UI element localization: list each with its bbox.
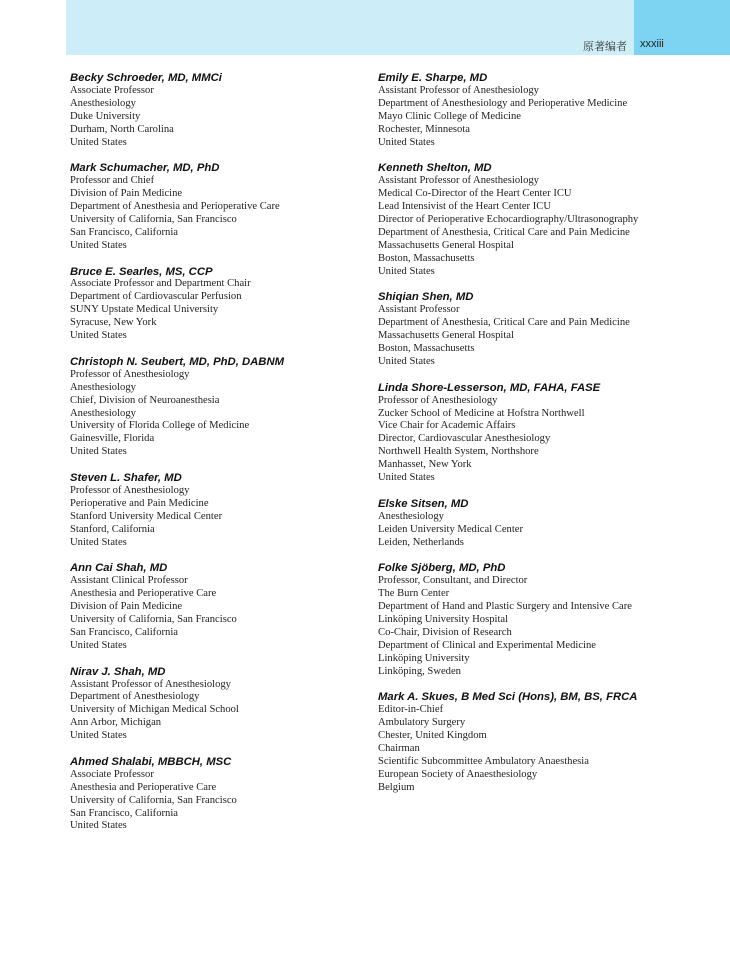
affiliation-line: Director of Perioperative Echocardiography/Ultrasonography (378, 213, 639, 225)
contributor-entry (378, 498, 718, 550)
affiliation-line: Linköping University Hospital (378, 613, 509, 625)
affiliation-line: Northwell Health System, Northshore (378, 446, 539, 458)
affiliation-line: United States (70, 536, 127, 548)
contributor-entry (378, 562, 718, 678)
affiliation-line: Anesthesiology (70, 97, 136, 109)
affiliation-line: Associate Professor and Department Chair (70, 278, 251, 290)
contributor-name: Christoph N. Seubert, MD, PhD, DABNM (70, 355, 285, 368)
contributor-entry (378, 382, 718, 485)
affiliation-line: European Society of Anaesthesiology (378, 768, 538, 780)
affiliation-line: University of California, San Francisco (70, 613, 237, 625)
contributor-entry (378, 291, 718, 368)
affiliation-line: Division of Pain Medicine (70, 601, 183, 613)
contributor-name: Becky Schroeder, MD, MMCi (70, 72, 222, 84)
affiliation-line: Chairman (378, 743, 420, 755)
affiliation-line: Department of Anesthesia, Critical Care and Pain Medicine (378, 317, 630, 329)
affiliation-line: Professor of Anesthesiology (378, 394, 498, 406)
affiliation-line: Professor and Chief (70, 175, 155, 187)
contributor-name: Shiqian Shen, MD (378, 291, 474, 304)
affiliation-line: Perioperative and Pain Medicine (70, 497, 209, 509)
affiliation-line: United States (70, 820, 127, 832)
affiliation-line: Assistant Professor of Anesthesiology (378, 84, 539, 96)
affiliation-line: Anesthesiology (70, 407, 136, 419)
affiliation-line: Anesthesiology (378, 510, 444, 522)
affiliation-line: Department of Cardiovascular Perfusion (70, 291, 242, 303)
affiliation-line: Department of Hand and Plastic Surgery and Intensive Care (378, 601, 632, 613)
affiliation-line: Co-Chair, Division of Research (378, 626, 512, 638)
affiliation-line: Assistant Clinical Professor (70, 575, 188, 587)
affiliation-line: United States (70, 639, 127, 651)
affiliation-line: University of California, San Francisco (70, 794, 237, 806)
contributors-column-left (70, 72, 370, 846)
affiliation-line: United States (378, 472, 435, 484)
contributors-column-right (378, 72, 718, 808)
contributor-name: Mark Schumacher, MD, PhD (70, 162, 220, 175)
affiliation-line: United States (70, 446, 127, 458)
affiliation-line: Massachusetts General Hospital (378, 330, 514, 342)
affiliation-line: Leiden, Netherlands (378, 536, 464, 548)
contributor-entry (70, 72, 370, 149)
affiliation-line: Durham, North Carolina (70, 123, 174, 135)
contributor-name: Steven L. Shafer, MD (70, 472, 182, 485)
contributor-entry (378, 691, 718, 794)
affiliation-line: Medical Co-Director of the Heart Center ICU (378, 188, 572, 200)
affiliation-line: Assistant Professor of Anesthesiology (378, 175, 539, 187)
affiliation-line: Professor of Anesthesiology (70, 484, 190, 496)
affiliation-line: University of California, San Francisco (70, 213, 237, 225)
affiliation-line: Chester, United Kingdom (378, 730, 487, 742)
contributor-entry (70, 472, 370, 549)
affiliation-line: United States (70, 330, 127, 342)
affiliation-line: Scientific Subcommittee Ambulatory Anaesthesia (378, 755, 589, 767)
contributor-entry (70, 266, 370, 343)
affiliation-line: Associate Professor (70, 768, 154, 780)
page-number: xxxiii (640, 38, 664, 50)
affiliation-line: Director, Cardiovascular Anesthesiology (378, 433, 551, 445)
affiliation-line: Duke University (70, 110, 141, 122)
affiliation-line: Belgium (378, 781, 415, 793)
affiliation-line: United States (378, 355, 435, 367)
affiliation-line: Professor, Consultant, and Director (378, 575, 528, 587)
contributor-name: Ann Cai Shah, MD (70, 562, 168, 575)
affiliation-line: United States (70, 730, 127, 742)
affiliation-line: Gainesville, Florida (70, 433, 155, 445)
affiliation-line: University of Michigan Medical School (70, 704, 239, 716)
affiliation-line: Linköping, Sweden (378, 665, 461, 677)
affiliation-line: United States (378, 136, 435, 148)
affiliation-line: San Francisco, California (70, 226, 178, 238)
contributor-entry (70, 562, 370, 652)
affiliation-line: Leiden University Medical Center (378, 523, 524, 535)
affiliation-line: Ambulatory Surgery (378, 717, 466, 729)
affiliation-line: Department of Clinical and Experimental Medicine (378, 639, 596, 651)
affiliation-line: Chief, Division of Neuroanesthesia (70, 394, 220, 406)
header-band (66, 0, 634, 55)
affiliation-line: United States (70, 239, 127, 251)
affiliation-line: Anesthesia and Perioperative Care (70, 781, 217, 793)
affiliation-line: Assistant Professor of Anesthesiology (70, 678, 231, 690)
contributor-entry (70, 162, 370, 252)
contributor-name: Nirav J. Shah, MD (70, 665, 166, 678)
affiliation-line: San Francisco, California (70, 626, 178, 638)
affiliation-line: Associate Professor (70, 84, 154, 96)
contributor-entry (70, 756, 370, 833)
affiliation-line: Department of Anesthesia and Perioperative Care (70, 201, 280, 213)
contributor-name: Linda Shore-Lesserson, MD, FAHA, FASE (378, 381, 601, 394)
affiliation-line: Ann Arbor, Michigan (70, 717, 162, 729)
affiliation-line: Linköping University (378, 652, 470, 664)
contributor-name: Ahmed Shalabi, MBBCH, MSC (70, 755, 232, 768)
affiliation-line: Department of Anesthesiology and Perioperative Medicine (378, 97, 628, 109)
affiliation-line: Rochester, Minnesota (378, 123, 470, 135)
contributor-entry (378, 72, 718, 149)
affiliation-line: United States (70, 136, 127, 148)
affiliation-line: Assistant Professor (378, 304, 460, 316)
affiliation-line: San Francisco, California (70, 807, 178, 819)
affiliation-line: University of Florida College of Medicine (70, 420, 250, 432)
contributor-entry (70, 666, 370, 743)
affiliation-line: Vice Chair for Academic Affairs (378, 420, 516, 432)
affiliation-line: Anesthesia and Perioperative Care (70, 588, 217, 600)
section-label: 原著编者 (583, 40, 627, 53)
affiliation-line: Division of Pain Medicine (70, 188, 183, 200)
affiliation-line: Stanford, California (70, 523, 155, 535)
affiliation-line: Professor of Anesthesiology (70, 368, 190, 380)
affiliation-line: United States (378, 265, 435, 277)
affiliation-line: Department of Anesthesiology (70, 691, 200, 703)
affiliation-line: Stanford University Medical Center (70, 510, 223, 522)
contributor-name: Elske Sitsen, MD (378, 497, 469, 510)
affiliation-line: Zucker School of Medicine at Hofstra Northwell (378, 407, 585, 419)
affiliation-line: SUNY Upstate Medical University (70, 304, 219, 316)
affiliation-line: Anesthesiology (70, 381, 136, 393)
affiliation-line: Editor-in-Chief (378, 704, 444, 716)
affiliation-line: Mayo Clinic College of Medicine (378, 110, 521, 122)
contributor-name: Mark A. Skues, B Med Sci (Hons), BM, BS, FRCA (378, 691, 638, 704)
affiliation-line: Syracuse, New York (70, 317, 157, 329)
contributor-name: Emily E. Sharpe, MD (378, 72, 488, 84)
affiliation-line: Boston, Massachusetts (378, 343, 475, 354)
contributor-entry (70, 356, 370, 459)
affiliation-line: Manhasset, New York (378, 459, 472, 471)
contributor-name: Folke Sjöberg, MD, PhD (378, 562, 506, 575)
affiliation-line: Massachusetts General Hospital (378, 239, 514, 251)
contributor-entry (378, 162, 718, 278)
affiliation-line: Boston, Massachusetts (378, 252, 475, 264)
affiliation-line: Department of Anesthesia, Critical Care and Pain Medicine (378, 226, 630, 238)
contributor-name: Kenneth Shelton, MD (378, 162, 492, 175)
affiliation-line: Lead Intensivist of the Heart Center ICU (378, 201, 551, 213)
affiliation-line: The Burn Center (378, 588, 450, 600)
contributor-name: Bruce E. Searles, MS, CCP (70, 265, 213, 278)
